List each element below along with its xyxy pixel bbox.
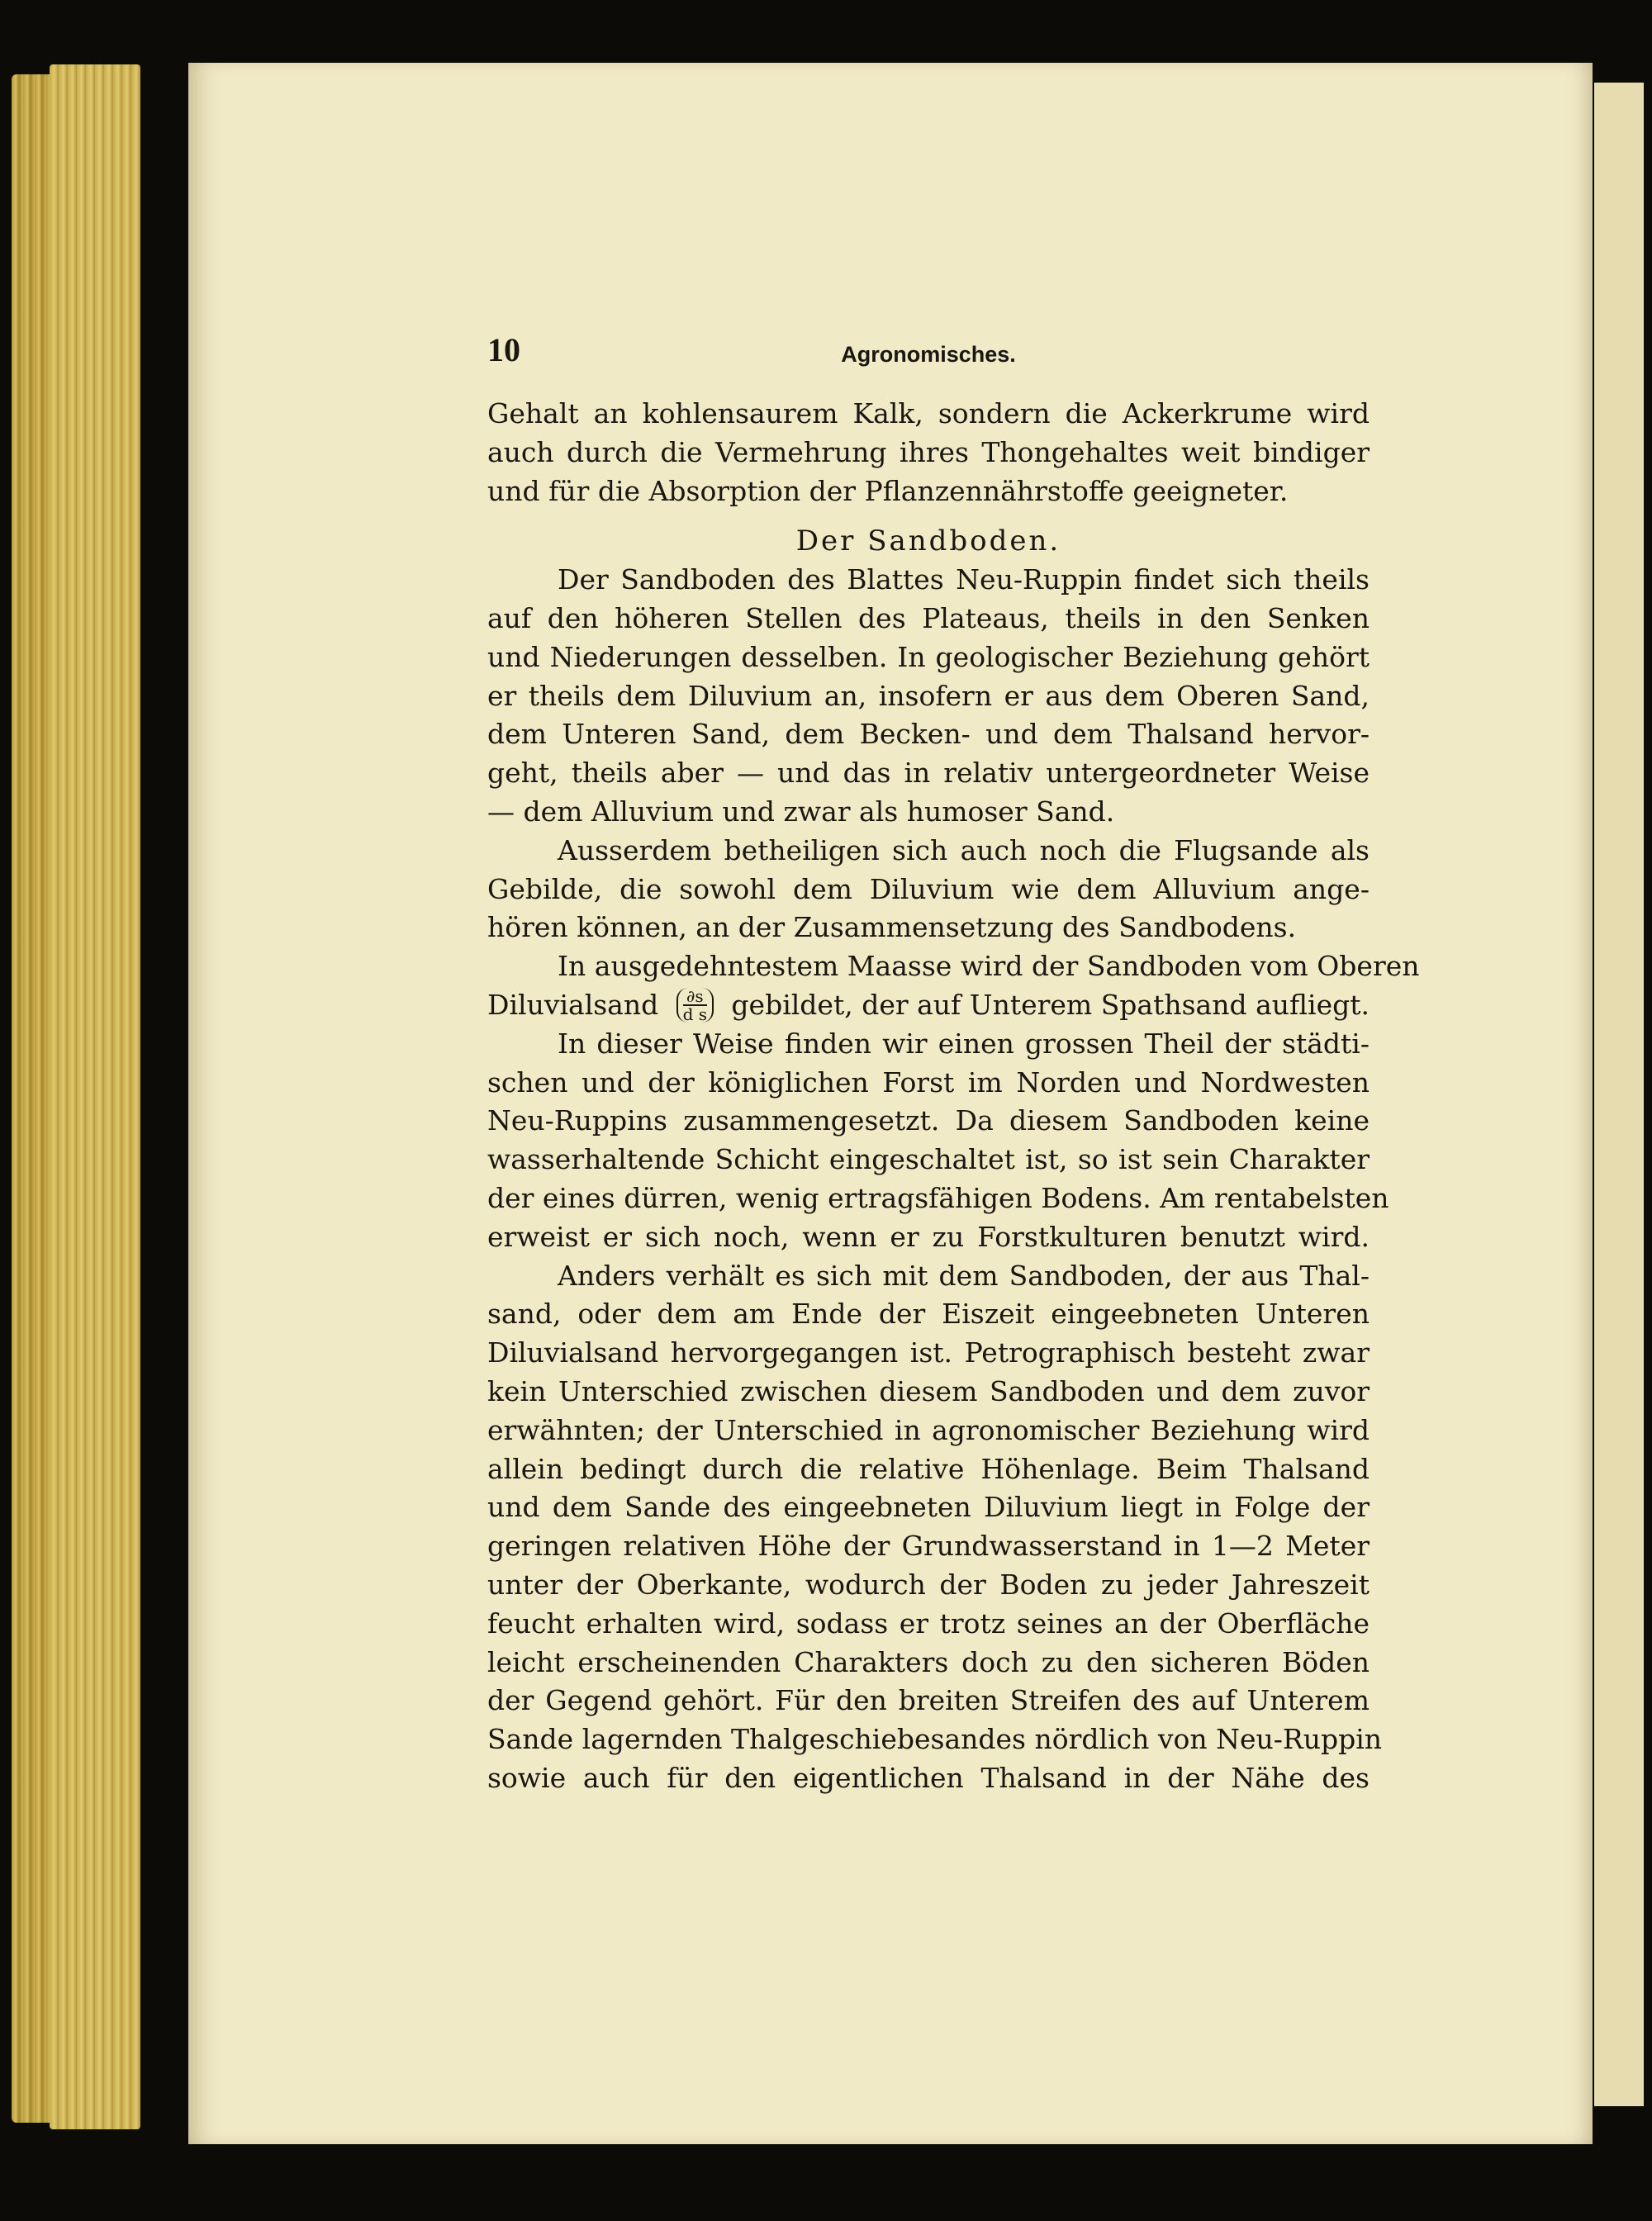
text-line: allein bedingt durch die relative Höhenlage. Beim Thalsand — [487, 1452, 1370, 1485]
text-line: Neu-Ruppins zusammengesetzt. Da diesem Sandboden keine — [487, 1104, 1370, 1137]
formula-numerator: ∂s — [683, 988, 707, 1006]
text-line: der Gegend gehört. Für den breiten Streifen des auf Unterem — [487, 1684, 1370, 1717]
text-line: er theils dem Diluvium an, insofern er aus dem Oberen Sand, — [487, 679, 1370, 712]
text-line: unter der Oberkante, wodurch der Boden zu jeder Jahreszeit — [487, 1568, 1370, 1601]
text-line: kein Unterschied zwischen diesem Sandboden und dem zuvor — [487, 1374, 1370, 1407]
text-line: feucht erhalten wird, sodass er trotz seines an der Oberfläche — [487, 1606, 1370, 1640]
text-line: In ausgedehntestem Maasse wird der Sandboden vom Oberen — [558, 950, 1420, 983]
text-line: dem Unteren Sand, dem Becken- und dem Thalsand hervor- — [487, 718, 1370, 751]
text-line: Anders verhält es sich mit dem Sandboden, der aus Thal- — [558, 1259, 1370, 1292]
text-line: leicht erscheinenden Charakters doch zu den sicheren Böden — [487, 1645, 1370, 1678]
body-text — [487, 395, 1420, 1798]
text-line: wasserhaltende Schicht eingeschaltet ist, so ist sein Charakter — [487, 1143, 1370, 1176]
text-line: geht, theils aber — und das in relativ untergeordneter Weise — [487, 757, 1370, 790]
text-line: der eines dürren, wenig ertragsfähigen Bodens. Am rentabelsten — [487, 1181, 1389, 1214]
page-header — [487, 330, 1370, 380]
symbol-formula — [676, 988, 714, 1023]
formula-denominator: d s — [682, 1004, 708, 1025]
text-line: Der Sandboden des Blattes Neu-Ruppin findet sich theils — [558, 563, 1370, 596]
text-line: erwähnten; der Unterschied in agronomischer Beziehung wird — [487, 1413, 1370, 1446]
text-line: geringen relativen Höhe der Grundwasserstand in 1—2 Meter — [487, 1530, 1370, 1563]
text-line: In dieser Weise finden wir einen grossen Theil der städti- — [558, 1027, 1370, 1060]
text-line: auch durch die Vermehrung ihres Thongehaltes weit bindiger — [487, 435, 1370, 468]
text-line: Diluvialsand hervorgegangen ist. Petrographisch besteht zwar — [487, 1336, 1370, 1369]
text-line: schen und der königlichen Forst im Norden und Nordwesten — [487, 1065, 1370, 1099]
running-title: Agronomisches. — [841, 342, 1016, 367]
text-line: Ausserdem betheiligen sich auch noch die Flugsande als — [558, 833, 1370, 866]
page-edges-inner — [50, 64, 140, 2129]
text-line: Gehalt an kohlensaurem Kalk, sondern die Ackerkrume wird — [487, 397, 1370, 429]
text-line: sowie auch für den eigentlichen Thalsand in der Nähe des — [487, 1761, 1370, 1794]
text-line: hören können, an der Zusammensetzung des Sandbodens. — [487, 911, 1297, 944]
text-fragment: gebildet, der auf Unterem Spathsand aufliegt. — [731, 988, 1370, 1021]
text-fragment: Diluvialsand — [487, 988, 659, 1021]
text-line: Sande lagernden Thalgeschiebesandes nördlich von Neu-Ruppin — [487, 1723, 1383, 1756]
text-line: auf den höheren Stellen des Plateaus, theils in den Senken — [487, 601, 1370, 634]
text-line-with-formula — [487, 986, 1370, 1025]
text-line: und Niederungen desselben. In geologischer Beziehung gehört — [487, 640, 1370, 673]
text-line: sand, oder dem am Ende der Eiszeit eingeebneten Unteren — [487, 1298, 1370, 1331]
back-page-edge — [1594, 83, 1644, 2106]
text-line: Gebilde, die sowohl dem Diluvium wie dem Alluvium ange- — [487, 872, 1370, 905]
text-line: — dem Alluvium und zwar als humoser Sand. — [487, 795, 1115, 828]
text-line: erweist er sich noch, wenn er zu Forstkulturen benutzt wird. — [487, 1220, 1370, 1253]
text-line: und für die Absorption der Pflanzennährstoffe geeigneter. — [487, 474, 1289, 507]
section-heading: Der Sandboden. — [795, 524, 1061, 558]
text-line: und dem Sande des eingeebneten Diluvium liegt in Folge der — [487, 1491, 1370, 1524]
page-number: 10 — [487, 331, 520, 368]
